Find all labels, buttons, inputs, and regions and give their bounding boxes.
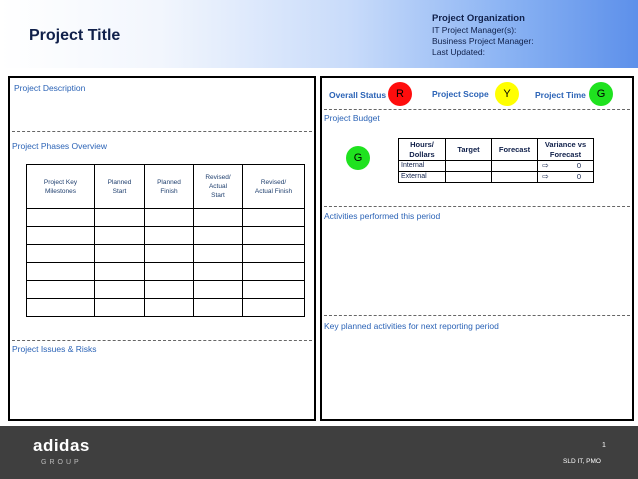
header-line: Start (211, 192, 225, 199)
row-label-internal: Internal (399, 161, 446, 172)
table-cell[interactable] (145, 263, 194, 281)
project-phases-label: Project Phases Overview (12, 141, 107, 151)
header-line: Start (112, 187, 127, 195)
variance-cell (538, 161, 594, 172)
business-project-manager-label: Business Project Manager: (432, 36, 534, 46)
table-cell[interactable] (145, 245, 194, 263)
header-line: Project Key (43, 178, 78, 186)
project-organization (432, 13, 534, 58)
phases-table (26, 164, 305, 317)
table-cell[interactable] (243, 299, 305, 317)
header-line: Actual Finish (254, 187, 293, 195)
table-row (27, 299, 305, 317)
table-cell[interactable] (446, 161, 492, 172)
header-planned-finish (145, 165, 194, 209)
section-divider (12, 131, 312, 132)
project-issues-label: Project Issues & Risks (12, 344, 97, 354)
table-cell[interactable] (243, 245, 305, 263)
table-cell[interactable] (95, 227, 145, 245)
header-target: Target (446, 139, 492, 161)
table-cell[interactable] (95, 245, 145, 263)
table-cell[interactable] (27, 227, 95, 245)
header-planned-start (95, 165, 145, 209)
project-time-label: Project Time (535, 90, 586, 100)
activities-performed-label: Activities performed this period (324, 211, 441, 221)
it-project-manager-label: IT Project Manager(s): (432, 25, 517, 35)
table-cell[interactable] (194, 263, 243, 281)
header-line: Planned (107, 178, 132, 186)
section-divider (12, 340, 312, 341)
project-budget-indicator: G (346, 146, 370, 170)
project-scope-label: Project Scope (432, 89, 489, 99)
table-row (399, 172, 594, 183)
left-panel (8, 76, 316, 421)
header-banner (0, 0, 638, 68)
header-revised-start (194, 165, 243, 209)
section-divider (324, 315, 630, 316)
header-line: Dollars (409, 149, 435, 159)
table-cell[interactable] (194, 281, 243, 299)
table-cell[interactable] (243, 281, 305, 299)
table-row (27, 263, 305, 281)
table-cell[interactable] (27, 263, 95, 281)
table-cell[interactable] (243, 227, 305, 245)
table-cell[interactable] (95, 299, 145, 317)
section-divider (324, 206, 630, 207)
group-logo-text: GROUP (41, 459, 82, 466)
header-line: Variance vs (544, 139, 587, 149)
section-divider (324, 109, 630, 110)
row-label-external: External (399, 172, 446, 183)
budget-table-header (399, 139, 594, 161)
phases-table-header (27, 165, 305, 209)
table-cell[interactable] (243, 263, 305, 281)
table-cell[interactable] (145, 299, 194, 317)
table-cell[interactable] (194, 299, 243, 317)
overall-status-indicator: R (388, 82, 412, 106)
variance-value: 0 (576, 172, 581, 181)
variance-value: 0 (576, 161, 581, 170)
header-line: Revised/ (205, 174, 231, 181)
project-budget-label: Project Budget (324, 113, 380, 123)
table-cell[interactable] (492, 172, 538, 183)
header-revised-finish (243, 165, 305, 209)
table-cell[interactable] (243, 209, 305, 227)
table-cell[interactable] (95, 209, 145, 227)
header-hours-dollars (399, 139, 446, 161)
table-cell[interactable] (145, 281, 194, 299)
project-scope-indicator: Y (495, 82, 519, 106)
table-cell[interactable] (27, 245, 95, 263)
table-row (27, 209, 305, 227)
project-description-label: Project Description (14, 83, 86, 93)
header-line: Actual (208, 183, 228, 190)
header-variance (538, 139, 594, 161)
table-cell[interactable] (95, 263, 145, 281)
page-number: 1 (602, 442, 606, 449)
header-line: Milestones (44, 187, 77, 195)
footer (0, 426, 638, 479)
project-time-indicator: G (589, 82, 613, 106)
table-row (27, 281, 305, 299)
arrow-right-icon: ⇨ (542, 161, 549, 170)
header-line: Revised/ (260, 178, 287, 186)
table-row (399, 161, 594, 172)
header-key-milestones (27, 165, 95, 209)
table-cell[interactable] (27, 299, 95, 317)
adidas-logo: adidas (33, 436, 90, 455)
header-forecast: Forecast (492, 139, 538, 161)
table-cell[interactable] (145, 209, 194, 227)
header-line: Forecast (549, 149, 582, 159)
table-cell[interactable] (145, 227, 194, 245)
table-cell[interactable] (194, 209, 243, 227)
header-line: Planned (157, 178, 181, 186)
page-title: Project Title (29, 27, 121, 44)
budget-table (398, 138, 594, 183)
last-updated-label: Last Updated: (432, 47, 485, 57)
footer-note: SLD IT, PMO (563, 458, 601, 465)
table-cell[interactable] (492, 161, 538, 172)
arrow-right-icon: ⇨ (542, 172, 549, 181)
table-cell[interactable] (194, 245, 243, 263)
table-cell[interactable] (27, 281, 95, 299)
table-row (27, 227, 305, 245)
header-line: Finish (160, 187, 178, 195)
table-cell[interactable] (95, 281, 145, 299)
table-cell[interactable] (446, 172, 492, 183)
variance-cell (538, 172, 594, 183)
planned-activities-label: Key planned activities for next reporting period (324, 321, 499, 331)
header-line: Hours/ (410, 139, 434, 149)
overall-status-label: Overall Status (329, 90, 387, 100)
right-panel (320, 76, 634, 421)
table-cell[interactable] (27, 209, 95, 227)
table-row (27, 245, 305, 263)
table-cell[interactable] (194, 227, 243, 245)
organization-title: Project Organization (432, 13, 525, 24)
